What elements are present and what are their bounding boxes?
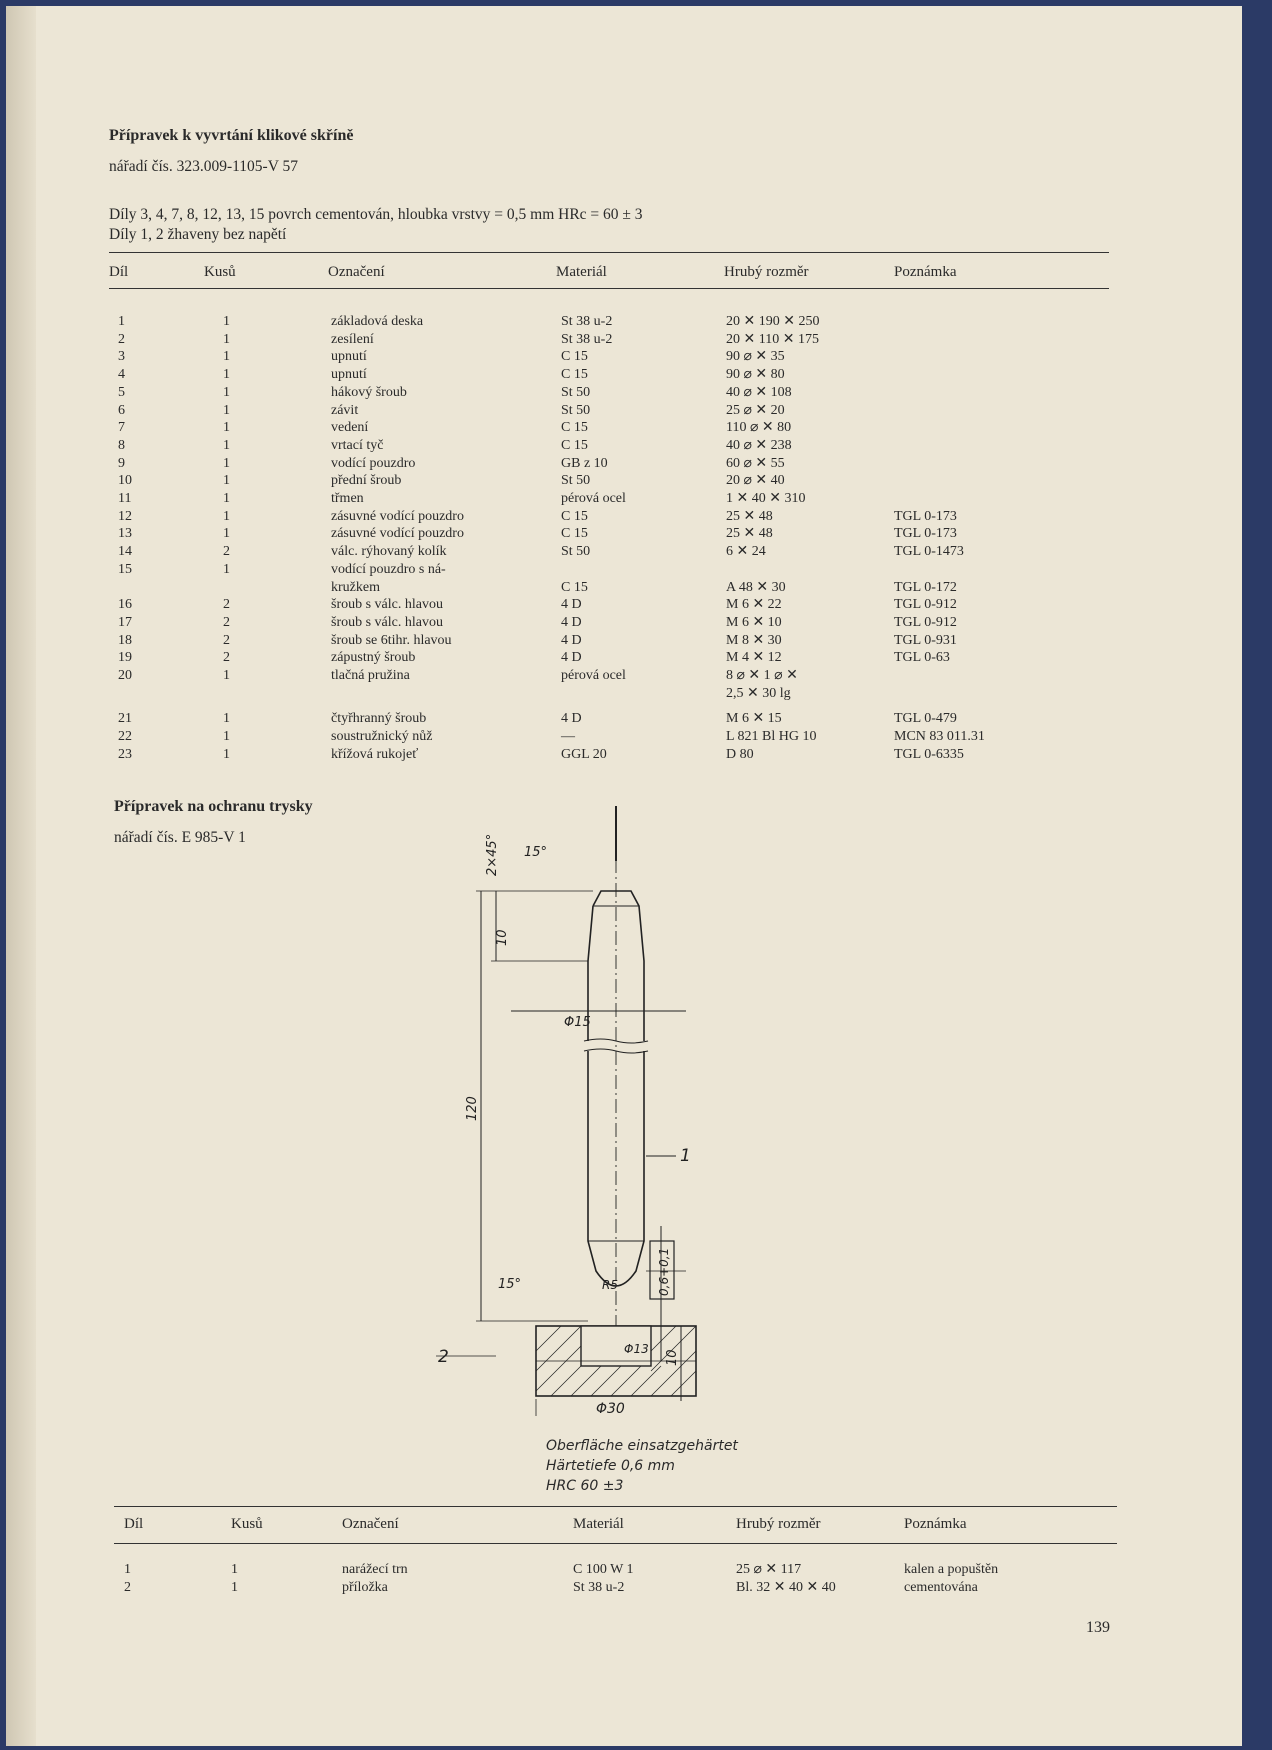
table-cell: křížová rukojeť bbox=[331, 746, 419, 762]
table-row bbox=[6, 348, 1206, 365]
table-cell: 1 bbox=[124, 1562, 131, 1577]
table-cell: vodící pouzdro bbox=[331, 455, 416, 471]
table-cell: 40 ⌀ ✕ 108 bbox=[726, 384, 792, 400]
table-cell: 18 bbox=[118, 632, 132, 648]
table-cell: pérová ocel bbox=[561, 491, 626, 506]
table-row bbox=[6, 331, 1206, 348]
table-cell: 90 ⌀ ✕ 35 bbox=[726, 349, 785, 365]
table-cell: TGL 0-173 bbox=[894, 508, 957, 524]
table-cell: 60 ⌀ ✕ 55 bbox=[726, 455, 785, 471]
table-cell: 1 bbox=[223, 455, 230, 471]
table-cell: 8 bbox=[118, 437, 125, 453]
table1-header bbox=[6, 264, 1206, 284]
col2-oznaceni: Označení bbox=[342, 1516, 399, 1532]
table-cell: upnutí bbox=[331, 349, 367, 365]
table-cell: 25 ⌀ ✕ 20 bbox=[726, 402, 785, 418]
col2-dil: Díl bbox=[124, 1516, 144, 1532]
part-2-label: 2 bbox=[438, 1347, 449, 1367]
table-cell: 2 bbox=[223, 544, 230, 560]
dim-dia-15: Φ15 bbox=[564, 1015, 591, 1030]
table-row bbox=[6, 384, 1206, 401]
table-cell: 1 bbox=[223, 331, 230, 347]
table-cell: C 15 bbox=[561, 526, 588, 542]
table-cell: M 6 ✕ 10 bbox=[726, 614, 782, 630]
table-cell: soustružnický nůž bbox=[331, 729, 433, 745]
table-cell: 40 ⌀ ✕ 238 bbox=[726, 437, 792, 453]
table-cell: 2 bbox=[223, 614, 230, 630]
table-cell: Bl. 32 ✕ 40 ✕ 40 bbox=[736, 1580, 836, 1595]
table-row bbox=[6, 614, 1206, 631]
table-cell: pérová ocel bbox=[561, 668, 626, 683]
table-cell: 1 bbox=[223, 508, 230, 524]
table-cell: C 15 bbox=[561, 367, 588, 383]
table-cell: 13 bbox=[118, 526, 132, 542]
table-cell: 1 bbox=[223, 473, 230, 489]
table-cell: 20 ✕ 190 ✕ 250 bbox=[726, 314, 820, 329]
table-cell: 4 D bbox=[561, 597, 582, 613]
section1-tool-number: nářadí čís. 323.009-1105-V 57 bbox=[109, 158, 298, 175]
table-row bbox=[6, 455, 1206, 472]
page-number: 139 bbox=[1086, 1619, 1110, 1636]
table-cell: 2 bbox=[124, 1580, 131, 1595]
section1-note-2: Díly 1, 2 žhaveny bez napětí bbox=[109, 226, 287, 243]
table-row bbox=[6, 632, 1206, 649]
table-cell: 8 ⌀ ✕ 1 ⌀ ✕ bbox=[726, 668, 798, 683]
table-cell: 1 bbox=[223, 526, 230, 542]
dim-angle-bottom: 15° bbox=[498, 1277, 522, 1292]
table-cell: 1 bbox=[231, 1580, 238, 1595]
table-cell: 2 bbox=[118, 331, 125, 347]
table-cell: vodící pouzdro s ná- bbox=[331, 561, 446, 577]
table-cell: C 15 bbox=[561, 420, 588, 436]
table-cell: 3 bbox=[118, 349, 125, 365]
table-cell: 6 ✕ 24 bbox=[726, 544, 766, 560]
table-cell: 25 ✕ 48 bbox=[726, 526, 773, 542]
table-cell: C 15 bbox=[561, 579, 588, 595]
table-cell: 4 D bbox=[561, 632, 582, 648]
dim-chamfer: 2×45° bbox=[485, 833, 500, 876]
table-row bbox=[6, 543, 1206, 560]
table-cell: 20 ✕ 110 ✕ 175 bbox=[726, 331, 819, 347]
table-cell: 1 bbox=[223, 561, 230, 577]
col2-material: Materiál bbox=[573, 1516, 624, 1532]
dim-dia-30: Φ30 bbox=[596, 1401, 625, 1417]
table-cell: válc. rýhovaný kolík bbox=[331, 544, 447, 560]
table-cell: 1 bbox=[223, 384, 230, 400]
table-row bbox=[6, 1579, 1206, 1596]
dim-10-bottom: 10 bbox=[665, 1349, 680, 1366]
table-cell: TGL 0-912 bbox=[894, 597, 957, 613]
col2-hruby-rozmer: Hrubý rozměr bbox=[736, 1516, 821, 1532]
table-cell: 2 bbox=[223, 597, 230, 613]
table2-top-rule bbox=[114, 1506, 1117, 1507]
table-cell: 4 D bbox=[561, 650, 582, 666]
table-cell: 1 bbox=[223, 402, 230, 418]
part-1-label: 1 bbox=[680, 1146, 691, 1166]
table-cell: 1 ✕ 40 ✕ 310 bbox=[726, 491, 806, 506]
table-cell: D 80 bbox=[726, 746, 754, 762]
table-cell: 2,5 ✕ 30 lg bbox=[726, 685, 791, 701]
table-cell: 6 bbox=[118, 402, 125, 418]
table-cell: St 38 u-2 bbox=[561, 331, 613, 347]
table-row bbox=[6, 419, 1206, 436]
table-row bbox=[6, 596, 1206, 613]
table-cell: zesílení bbox=[331, 331, 374, 347]
table-cell: 19 bbox=[118, 650, 132, 666]
table-cell: hákový šroub bbox=[331, 384, 407, 400]
table-cell: tlačná pružina bbox=[331, 668, 410, 683]
table-cell: upnutí bbox=[331, 367, 367, 383]
dim-10-top: 10 bbox=[495, 929, 510, 946]
table-cell: 25 ✕ 48 bbox=[726, 508, 773, 524]
table-cell: 1 bbox=[223, 668, 230, 683]
table-cell: šroub s válc. hlavou bbox=[331, 614, 443, 630]
table-cell: 1 bbox=[223, 349, 230, 365]
table-cell: čtyřhranný šroub bbox=[331, 711, 427, 727]
table-cell: 14 bbox=[118, 544, 132, 560]
table-cell: cementována bbox=[904, 1580, 978, 1595]
table1-top-rule bbox=[109, 252, 1109, 253]
table-cell: 21 bbox=[118, 711, 132, 727]
table-cell: závit bbox=[331, 402, 359, 418]
table-cell: 22 bbox=[118, 729, 132, 745]
table-cell: 20 bbox=[118, 668, 132, 683]
section2-tool-number: nářadí čís. E 985-V 1 bbox=[114, 829, 246, 846]
table-cell: narážecí trn bbox=[342, 1562, 408, 1577]
table-cell: třmen bbox=[331, 491, 364, 506]
table-cell: kalen a popuštěn bbox=[904, 1562, 999, 1577]
table-cell: příložka bbox=[342, 1580, 388, 1595]
table-cell: TGL 0-173 bbox=[894, 526, 957, 542]
table-row bbox=[6, 490, 1206, 507]
table-row bbox=[6, 746, 1206, 763]
table1-header-rule bbox=[109, 288, 1109, 289]
table-cell: 4 D bbox=[561, 711, 582, 727]
col-material: Materiál bbox=[556, 264, 607, 280]
table-cell: M 6 ✕ 22 bbox=[726, 597, 782, 613]
table-cell: přední šroub bbox=[331, 473, 402, 489]
table-cell: C 100 W 1 bbox=[573, 1562, 634, 1577]
table-cell: TGL 0-172 bbox=[894, 579, 957, 595]
table-row bbox=[6, 366, 1206, 383]
table-cell: GGL 20 bbox=[561, 746, 607, 762]
table-cell: 1 bbox=[231, 1562, 238, 1577]
table-cell: 90 ⌀ ✕ 80 bbox=[726, 367, 785, 383]
table-cell: St 38 u-2 bbox=[561, 314, 613, 329]
table-cell: C 15 bbox=[561, 508, 588, 524]
table-cell: M 4 ✕ 12 bbox=[726, 650, 782, 666]
table-cell: základová deska bbox=[331, 314, 424, 329]
table-cell: 17 bbox=[118, 614, 132, 630]
table-row bbox=[6, 508, 1206, 525]
table-cell: 1 bbox=[223, 746, 230, 762]
table-cell: — bbox=[561, 729, 575, 745]
table-row bbox=[6, 472, 1206, 489]
col-kusu: Kusů bbox=[204, 264, 236, 280]
table-row bbox=[6, 649, 1206, 666]
table-cell: MCN 83 011.31 bbox=[894, 729, 985, 745]
table-cell: zásuvné vodící pouzdro bbox=[331, 508, 464, 524]
table-cell: vedení bbox=[331, 420, 369, 436]
table-cell: 1 bbox=[223, 729, 230, 745]
dim-120: 120 bbox=[465, 1096, 480, 1121]
table-cell: TGL 0-63 bbox=[894, 650, 950, 666]
col-dil: Díl bbox=[109, 264, 129, 280]
table-cell: GB z 10 bbox=[561, 455, 608, 471]
table-cell: C 15 bbox=[561, 349, 588, 365]
table-cell: St 50 bbox=[561, 402, 591, 418]
drawing-caption-3: HRC 60 ±3 bbox=[546, 1478, 624, 1494]
table-cell: 1 bbox=[223, 314, 230, 329]
table-cell: kružkem bbox=[331, 579, 380, 595]
table-cell: 11 bbox=[118, 491, 132, 506]
book-page bbox=[6, 6, 1242, 1746]
table-cell: 25 ⌀ ✕ 117 bbox=[736, 1562, 802, 1577]
table-cell: 5 bbox=[118, 384, 125, 400]
table-row bbox=[6, 525, 1206, 542]
table-cell: 1 bbox=[118, 314, 125, 329]
table-row bbox=[6, 667, 1206, 684]
table2-header bbox=[6, 1516, 1206, 1536]
technical-drawing bbox=[436, 801, 766, 1417]
table-cell: 4 D bbox=[561, 614, 582, 630]
table-cell: St 38 u-2 bbox=[573, 1580, 625, 1595]
table-cell: M 8 ✕ 30 bbox=[726, 632, 782, 648]
table2-header-rule bbox=[114, 1543, 1117, 1544]
table-cell: L 821 Bl HG 10 bbox=[726, 729, 817, 745]
dim-0-6: 0,6+0,1 bbox=[657, 1247, 671, 1296]
table-row bbox=[6, 685, 1206, 702]
table-cell: TGL 0-479 bbox=[894, 711, 957, 727]
table-row bbox=[6, 1561, 1206, 1578]
table-cell: TGL 0-6335 bbox=[894, 746, 964, 762]
table-cell: 1 bbox=[223, 420, 230, 436]
table-cell: TGL 0-931 bbox=[894, 632, 957, 648]
dim-dia-13: Φ13 bbox=[624, 1342, 649, 1356]
table-cell: A 48 ✕ 30 bbox=[726, 579, 786, 595]
table-row bbox=[6, 561, 1206, 578]
table-row bbox=[6, 579, 1206, 596]
table-cell: 2 bbox=[223, 632, 230, 648]
col-hruby-rozmer: Hrubý rozměr bbox=[724, 264, 809, 280]
table-cell: 23 bbox=[118, 746, 132, 762]
table-cell: 1 bbox=[223, 711, 230, 727]
table-cell: St 50 bbox=[561, 544, 591, 560]
table-cell: 4 bbox=[118, 367, 125, 383]
table-cell: 15 bbox=[118, 561, 132, 577]
table-cell: 7 bbox=[118, 420, 125, 436]
table-cell: šroub se 6tihr. hlavou bbox=[331, 632, 452, 648]
table-row bbox=[6, 728, 1206, 745]
table-row bbox=[6, 437, 1206, 454]
table-cell: vrtací tyč bbox=[331, 437, 384, 453]
table-cell: 12 bbox=[118, 508, 132, 524]
dim-radius: R5 bbox=[602, 1278, 618, 1292]
table-cell: C 15 bbox=[561, 437, 588, 453]
table-row bbox=[6, 313, 1206, 330]
table-row bbox=[6, 402, 1206, 419]
table-cell: 9 bbox=[118, 455, 125, 471]
col2-kusu: Kusů bbox=[231, 1516, 263, 1532]
table-cell: M 6 ✕ 15 bbox=[726, 711, 782, 727]
section1-title: Přípravek k vyvrtání klikové skříně bbox=[109, 127, 354, 144]
table-cell: 110 ⌀ ✕ 80 bbox=[726, 420, 792, 436]
table-cell: St 50 bbox=[561, 473, 591, 489]
col2-poznamka: Poznámka bbox=[904, 1516, 967, 1532]
table-row bbox=[6, 710, 1206, 727]
table-cell: 10 bbox=[118, 473, 132, 489]
table-cell: 1 bbox=[223, 437, 230, 453]
drawing-caption-2: Härtetiefe 0,6 mm bbox=[546, 1458, 675, 1474]
table-cell: 2 bbox=[223, 650, 230, 666]
col-poznamka: Poznámka bbox=[894, 264, 957, 280]
dim-angle-top: 15° bbox=[524, 845, 548, 860]
drawing-caption-1: Oberfläche einsatzgehärtet bbox=[546, 1438, 738, 1454]
table-cell: šroub s válc. hlavou bbox=[331, 597, 443, 613]
col-oznaceni: Označení bbox=[328, 264, 385, 280]
table-cell: TGL 0-912 bbox=[894, 614, 957, 630]
section2-title: Přípravek na ochranu trysky bbox=[114, 798, 313, 815]
table-cell: TGL 0-1473 bbox=[894, 544, 964, 560]
table-cell: 1 bbox=[223, 367, 230, 383]
table-cell: 16 bbox=[118, 597, 132, 613]
table-cell: 20 ⌀ ✕ 40 bbox=[726, 473, 785, 489]
section1-note-1: Díly 3, 4, 7, 8, 12, 13, 15 povrch cementován, hloubka vrstvy = 0,5 mm HRc = 60 ± 3 bbox=[109, 206, 643, 223]
table-cell: 1 bbox=[223, 491, 230, 506]
table-cell: zápustný šroub bbox=[331, 650, 416, 666]
table-cell: zásuvné vodící pouzdro bbox=[331, 526, 464, 542]
table-cell: St 50 bbox=[561, 384, 591, 400]
